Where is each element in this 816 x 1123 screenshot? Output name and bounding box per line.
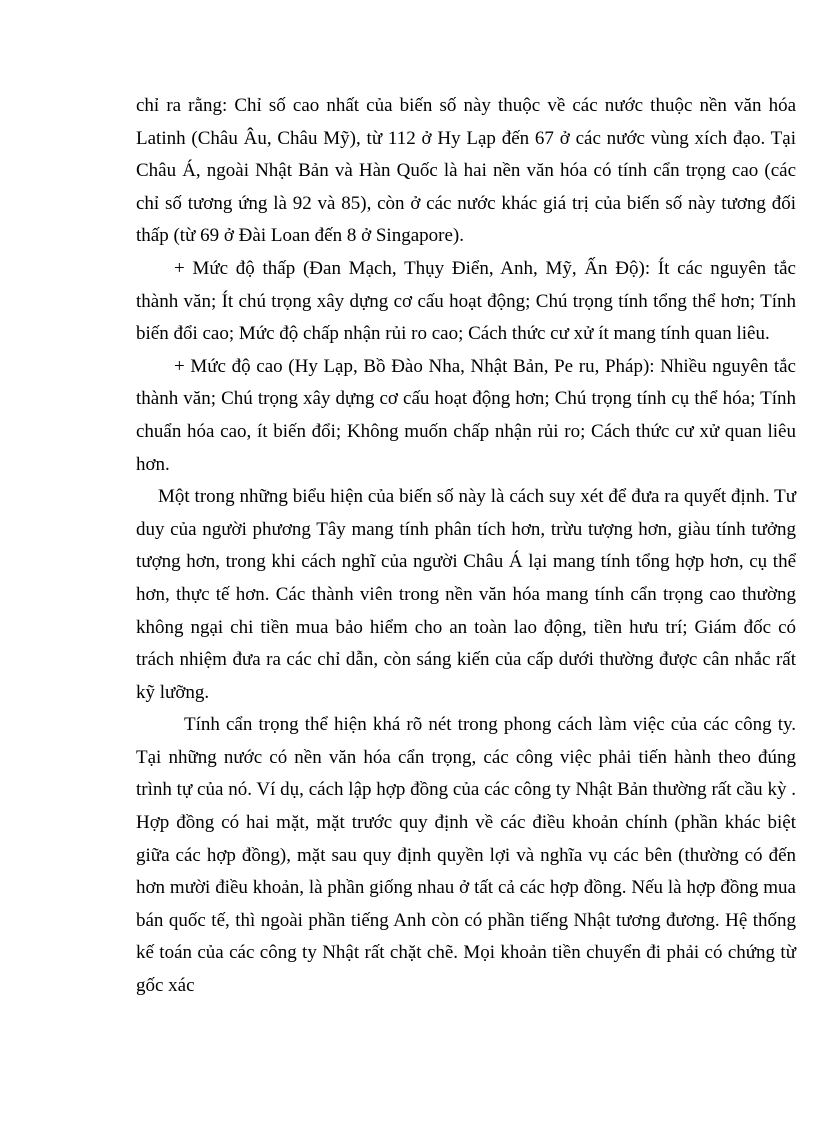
paragraph-latin-culture-index: chỉ ra rằng: Chỉ số cao nhất của biến số này thuộc về các nước thuộc nền văn hóa Latinh (Châu Âu, Châu Mỹ), từ 112 ở Hy Lạp đến 67 ở các nước vùng xích đạo. Tại Châu Á, ngoài Nhật Bản và Hàn Quốc là hai nền văn hóa có tính cẩn trọng cao (các chỉ số tương ứng là 92 và 85), còn ở các nước khác giá trị của biến số này tương đối thấp (từ 69 ở Đài Loan đến 8 ở Singapore). [136,95,796,247]
paragraph-company-work-style: Tính cẩn trọng thể hiện khá rõ nét trong phong cách làm việc của các công ty. Tại những nước có nền văn hóa cẩn trọng, các công việc phải tiến hành theo đúng trình tự của nó. Ví dụ, cách lập hợp đồng của các công ty Nhật Bản thường rất cầu kỳ . Hợp đồng có hai mặt, mặt trước quy định về các điều khoản chính (phần khác biệt giữa các hợp đồng), mặt sau quy định quyền lợi và nghĩa vụ các bên (thường có đến hơn mười điều khoản, là phần giống nhau ở tất cả các hợp đồng. Nếu là hợp đồng mua bán quốc tế, thì ngoài phần tiếng Anh còn có phần tiếng Nhật tương đương. Hệ thống kế toán của các công ty Nhật rất chặt chẽ. Mọi khoản tiền chuyển đi phải có chứng từ gốc xác [136,714,796,997]
paragraph-decision-making: Một trong những biểu hiện của biến số này là cách suy xét để đưa ra quyết định. Tư duy của người phương Tây mang tính phân tích hơn, trừu tượng hơn, giàu tính tưởng tượng hơn, trong khi cách nghĩ của người Châu Á lại mang tính tổng hợp hơn, cụ thể hơn, thực tế hơn. Các thành viên trong nền văn hóa mang tính cẩn trọng cao thường không ngại chi tiền mua bảo hiểm cho an toàn lao động, tiền hưu trí; Giám đốc có trách nhiệm đưa ra các chỉ dẫn, còn sáng kiến của cấp dưới thường được cân nhắc rất kỹ lưỡng. [136,486,796,703]
document-body [136,90,796,1003]
paragraph-low-level: + Mức độ thấp (Đan Mạch, Thụy Điển, Anh, Mỹ, Ấn Độ): Ít các nguyên tắc thành văn; Ít chú trọng xây dựng cơ cấu hoạt động; Chú trọng tính tổng thể hơn; Tính biến đổi cao; Mức độ chấp nhận rủi ro cao; Cách thức cư xử ít mang tính quan liêu. [136,257,796,345]
paragraph-high-level: + Mức độ cao (Hy Lạp, Bồ Đào Nha, Nhật Bản, Pe ru, Pháp): Nhiều nguyên tắc thành văn; Chú trọng xây dựng cơ cấu hoạt động hơn; Chú trọng tính cụ thể hóa; Tính chuẩn hóa cao, ít biến đổi; Không muốn chấp nhận rủi ro; Cách thức cư xử quan liêu hơn. [136,355,796,475]
